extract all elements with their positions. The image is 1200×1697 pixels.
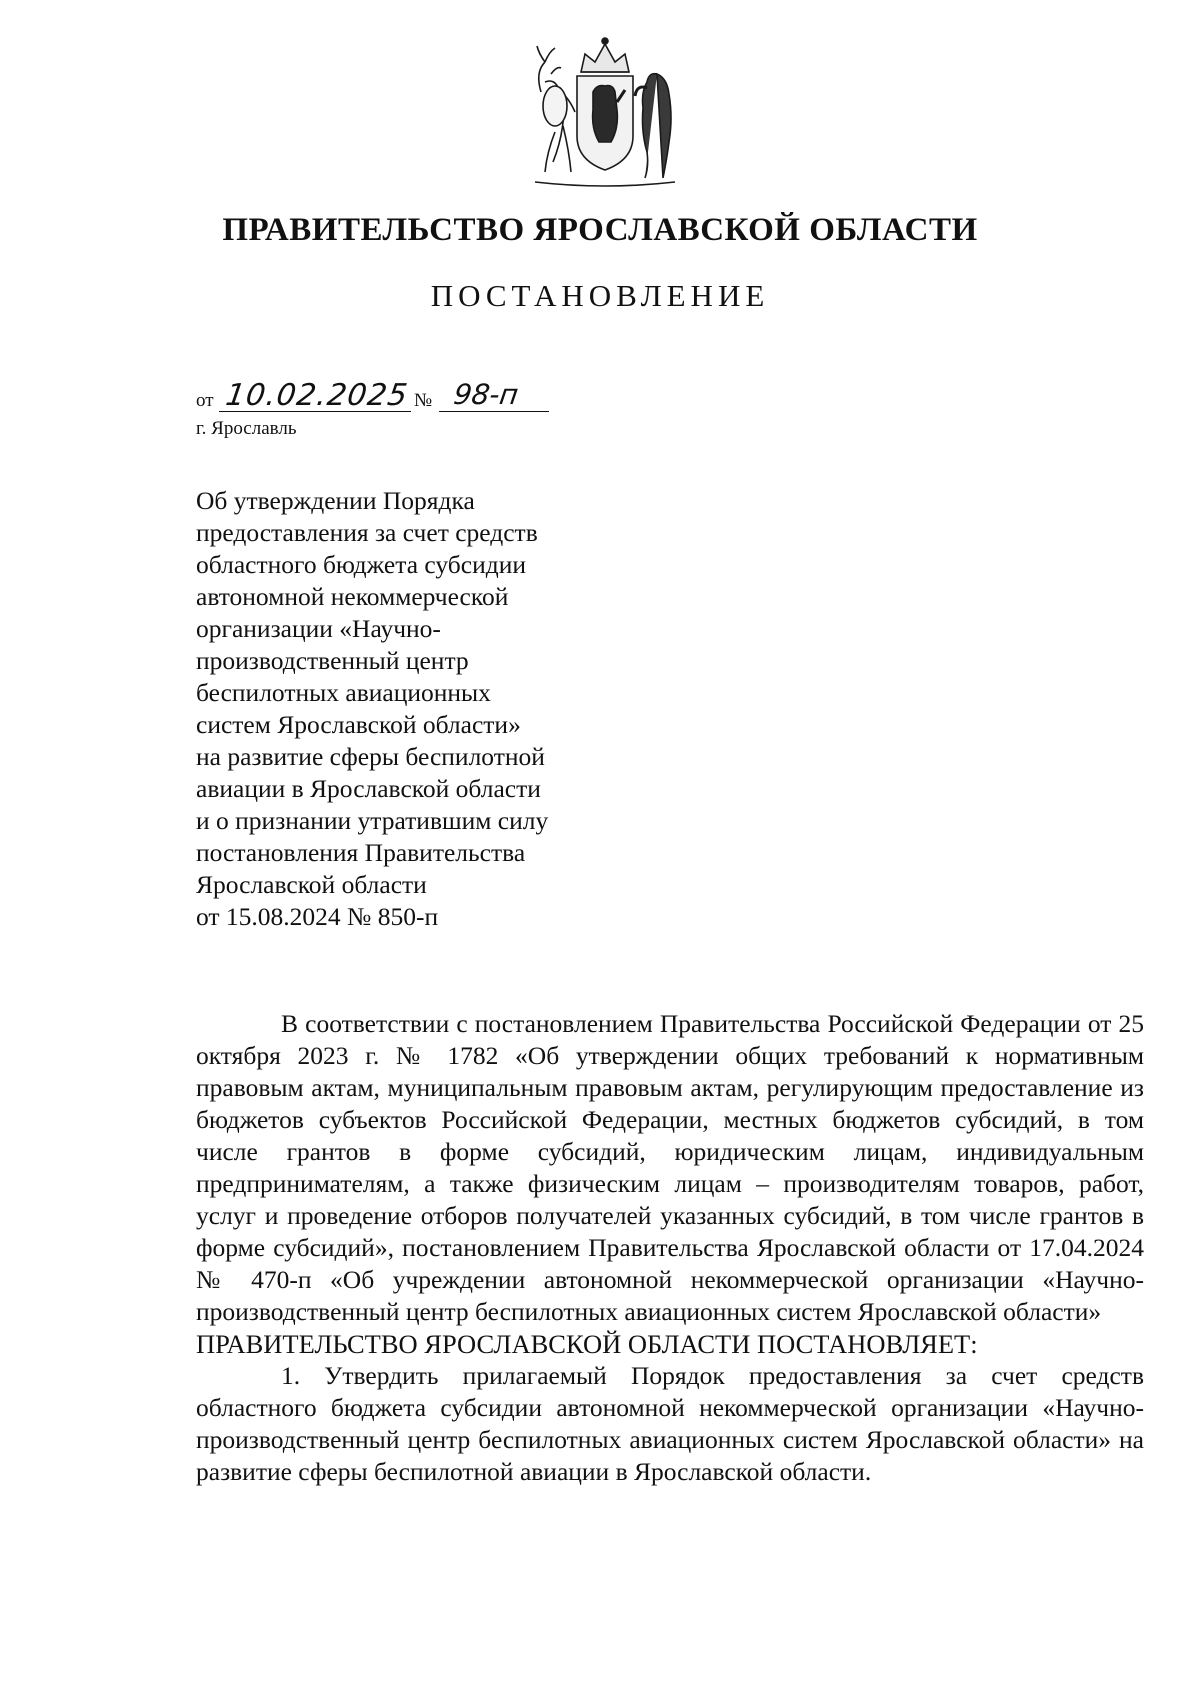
coat-of-arms-icon bbox=[525, 32, 685, 190]
subject-line: от 15.08.2024 № 850-п bbox=[196, 902, 439, 931]
subject-line: областного бюджета субсидии bbox=[196, 550, 526, 579]
subject-line: организации «Научно- bbox=[196, 614, 441, 643]
document-subject bbox=[196, 485, 616, 933]
subject-line: Об утверждении Порядка bbox=[196, 486, 475, 515]
handwritten-number: 98-п bbox=[451, 378, 521, 411]
subject-line: авиации в Ярославской области bbox=[196, 774, 541, 803]
subject-line: предоставления за счет средств bbox=[196, 518, 538, 547]
subject-line: производственный центр bbox=[196, 646, 469, 675]
subject-line: систем Ярославской области» bbox=[196, 710, 521, 739]
organization-title: ПРАВИТЕЛЬСТВО ЯРОСЛАВСКОЙ ОБЛАСТИ bbox=[222, 212, 978, 248]
number-underline bbox=[439, 411, 549, 412]
document-body bbox=[196, 1008, 1144, 1488]
document-type: ПОСТАНОВЛЕНИЕ bbox=[430, 278, 770, 313]
subject-line: постановления Правительства bbox=[196, 838, 526, 867]
date-prefix: от bbox=[196, 390, 214, 411]
subject-line: на развитие сферы беспилотной bbox=[196, 742, 545, 771]
number-prefix: № bbox=[414, 390, 433, 411]
subject-line: беспилотных авиационных bbox=[196, 678, 491, 707]
decree-heading: ПРАВИТЕЛЬСТВО ЯРОСЛАВСКОЙ ОБЛАСТИ ПОСТАНОВЛЯЕТ: bbox=[196, 1329, 978, 1359]
handwritten-date: 10.02.2025 bbox=[223, 378, 411, 413]
preamble-paragraph: В соответствии с постановлением Правительства Российской Федерации от 25 октября 2023 г. № 1782 «Об утверждении общих требований к нормативным правовым актам, муниципальным правовым актам, регулирующим предоставление из бюджетов субъектов Российской Федерации, местных бюджетов субсидий, в том числе грантов в форме субсидий, юридическим лицам, индивидуальным предпринимателям, а также физическим лицам – производителям товаров, работ, услуг и проведение отборов получателей указанных субсидий, в том числе грантов в форме субсидий», постановлением Правительства Ярославской области от 17.04.2024 № 470-п «Об учреждении автономной некоммерческой организации «Научно-производственный центр беспилотных авиационных систем Ярославской области» bbox=[196, 1009, 1144, 1326]
subject-line: и о признании утратившим силу bbox=[196, 806, 549, 835]
subject-line: автономной некоммерческой bbox=[196, 582, 509, 611]
subject-line: Ярославской области bbox=[196, 870, 427, 899]
city: г. Ярославль bbox=[196, 418, 297, 439]
document-meta bbox=[196, 378, 556, 448]
item-1-paragraph: 1. Утвердить прилагаемый Порядок предоставления за счет средств областного бюджета субсидии автономной некоммерческой организации «Научно-производственный центр беспилотных авиационных систем Ярославской области» на развитие сферы беспилотной авиации в Ярославской области. bbox=[196, 1361, 1144, 1486]
